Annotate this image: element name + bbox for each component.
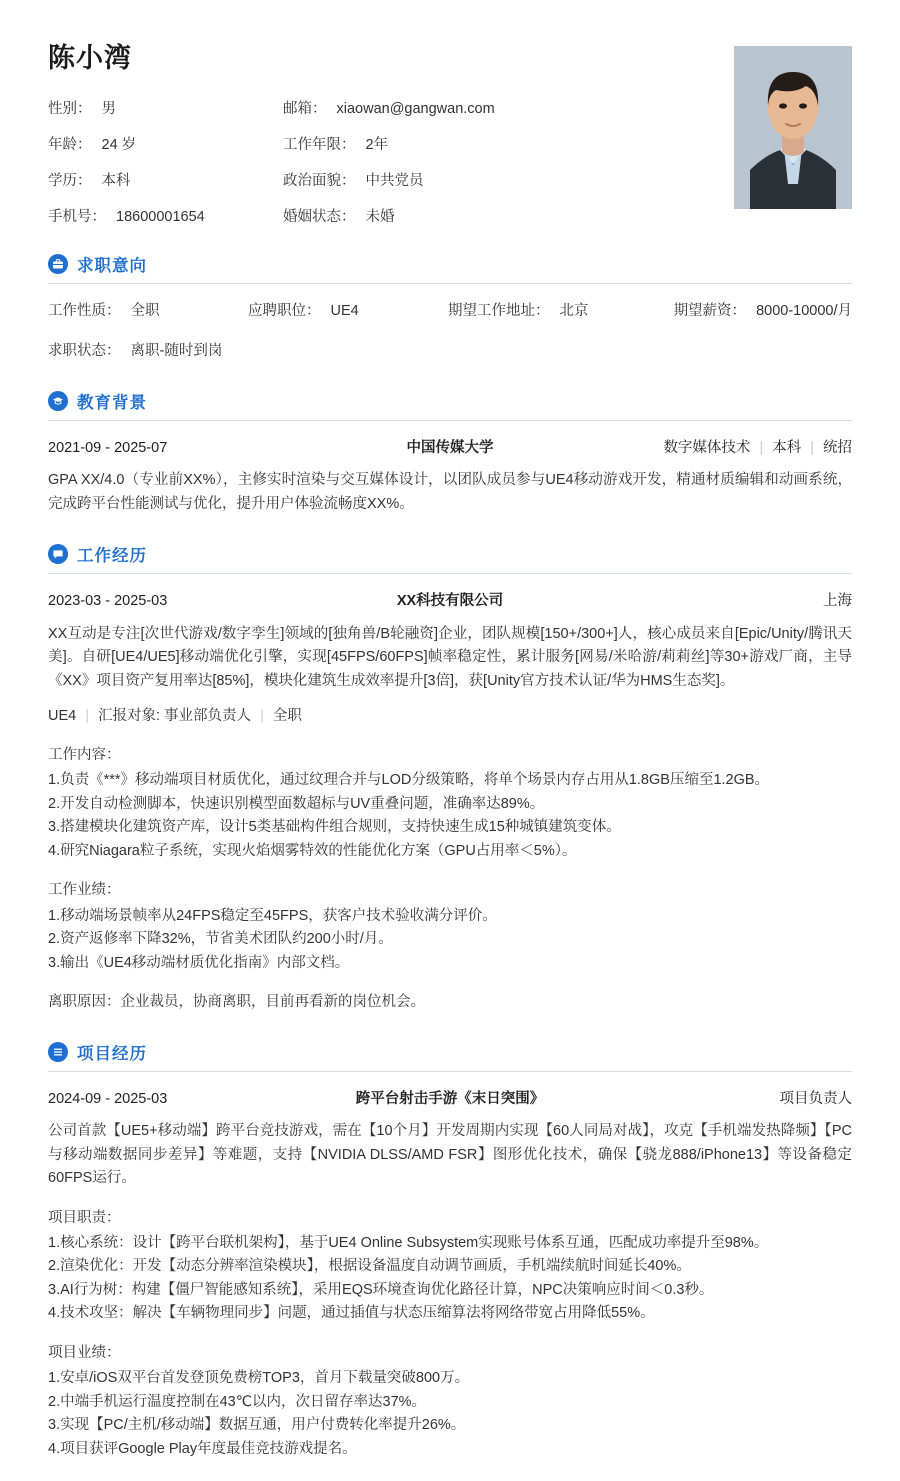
info-label: 婚姻状态： (283, 209, 356, 225)
work-content-item: 1.负责《***》移动端项目材质优化，通过纹理合并与LOD分级策略，将单个场景内存占用从1.8GB压缩至1.2GB。 (48, 772, 770, 789)
value: 全职 (130, 303, 160, 319)
info-label: 邮箱： (283, 101, 327, 117)
work-achievement-item: 1.移动端场景帧率从24FPS稳定至45FPS，获客户技术验收满分评价。 (48, 907, 497, 924)
education-major: 数字媒体技术 (663, 439, 751, 456)
work-meta (48, 705, 852, 727)
chat-icon (48, 544, 68, 564)
info-value: xiaowan@gangwan.com (336, 101, 495, 117)
education-date: 2021-09 - 2025-07 (48, 439, 168, 456)
label: 期望工作地址： (448, 303, 550, 319)
label: 求职状态： (48, 343, 121, 360)
work-achievement-item: 2.资产返修率下降32%，节省美术团队约200小时/月。 (48, 931, 393, 948)
info-value: 未婚 (365, 209, 395, 225)
section-body (48, 574, 852, 1013)
work-achievement-block (48, 879, 852, 975)
divider: | (759, 439, 764, 456)
briefcase-icon (48, 254, 68, 274)
graduation-icon (48, 391, 68, 411)
intent-location (448, 300, 668, 322)
candidate-name: 陈小湾 (48, 43, 132, 73)
label: 期望薪资： (673, 303, 747, 319)
project-achievement-block (48, 1342, 852, 1461)
section-header (48, 542, 852, 574)
work-achievement-title: 工作业绩： (48, 882, 121, 899)
section-title: 项目经历 (77, 1044, 147, 1063)
info-value: 18600001654 (116, 209, 205, 225)
intent-job-nature (48, 300, 248, 322)
section-body (48, 284, 852, 363)
info-item-education (48, 169, 283, 190)
info-label: 性别： (48, 101, 92, 117)
work-city: 上海 (823, 593, 852, 610)
info-item-gender (48, 97, 283, 118)
intent-status (48, 340, 852, 362)
work-job-type: 全职 (272, 708, 302, 725)
project-role: 项目负责人 (779, 1090, 852, 1107)
project-description: 公司首款【UE5+移动端】跨平台竞技游戏，需在【10个月】开发周期内实现【60人同局对战】，攻克【手机端发热降频】【PC与移动端数据同步差异】等难题，支持【NVIDIA DLSS/AMD FSR】图形优化技术，确保【骁龙888/iPhone13】等设备稳定60FPS运行。 (48, 1123, 852, 1187)
info-label: 手机号： (48, 209, 106, 225)
project-entry-header (48, 1088, 852, 1110)
info-value: 24 岁 (101, 137, 137, 153)
divider: | (85, 708, 89, 725)
section-work-experience (48, 542, 852, 1013)
intention-row-2 (48, 340, 852, 362)
work-leave-reason: 离职原因：企业裁员，协商离职，目前再看新的岗位机会。 (48, 994, 425, 1011)
resume-header (48, 36, 852, 226)
project-duty-title: 项目职责： (48, 1209, 121, 1226)
project-achievement-title: 项目业绩： (48, 1344, 121, 1361)
project-duty-item: 1.核心系统：设计【跨平台联机架构】，基于UE4 Online Subsystem实现账号体系互通，匹配成功率提升至98%。 (48, 1235, 769, 1251)
basic-info-grid (48, 97, 852, 226)
avatar (734, 46, 852, 209)
info-item-age (48, 133, 283, 154)
info-value: 2年 (365, 137, 389, 153)
education-type: 统招 (823, 439, 852, 456)
education-entry-header (48, 437, 852, 459)
project-achievement-item: 2.中端手机运行温度控制在43℃以内，次日留存率达37%。 (48, 1393, 427, 1410)
project-duty-block (48, 1207, 852, 1326)
value: 北京 (559, 303, 589, 319)
section-job-intention (48, 252, 852, 363)
work-content-title: 工作内容： (48, 746, 121, 763)
value: UE4 (330, 303, 359, 319)
info-label: 政治面貌： (283, 173, 356, 189)
divider: | (810, 439, 814, 456)
project-achievement-item: 3.实现【PC/主机/移动端】数据互通，用户付费转化率提升26%。 (48, 1417, 466, 1434)
intent-salary (668, 300, 852, 322)
education-school: 中国传媒大学 (406, 439, 494, 456)
work-content-item: 3.搭建模块化建筑资产库，设计5类基础构件组合规则，支持快速生成15种城镇建筑变体。 (48, 819, 621, 836)
info-label: 年龄： (48, 137, 92, 153)
project-achievement-item: 4.项目获评Google Play年度最佳竞技游戏提名。 (48, 1440, 357, 1457)
work-achievement-item: 3.输出《UE4移动端材质优化指南》内部文档。 (48, 954, 350, 971)
divider: | (260, 708, 264, 725)
info-label: 学历： (48, 173, 92, 189)
value: 8000-10000/月 (756, 303, 852, 319)
info-label: 工作年限： (283, 137, 356, 153)
education-meta (652, 437, 852, 459)
work-content-block (48, 744, 852, 863)
section-title: 求职意向 (77, 257, 147, 275)
section-education (48, 389, 852, 516)
section-header (48, 389, 852, 421)
project-duty-item: 4.技术攻坚：解决【车辆物理同步】问题，通过插值与状态压缩算法将网络带宽占用降低55%。 (48, 1305, 655, 1322)
work-report-to: 汇报对象: 事业部负责人 (98, 708, 252, 725)
project-duty-item: 2.渲染优化：开发【动态分辨率渲染模块】，根据设备温度自动调节画质，手机端续航时间延长40%。 (48, 1258, 691, 1275)
section-body (48, 421, 852, 516)
label: 工作性质： (48, 303, 121, 319)
value: 离职-随时到岗 (130, 343, 223, 360)
section-header (48, 1040, 852, 1072)
work-content-item: 4.研究Niagara粒子系统，实现火焰烟雾特效的性能优化方案（GPU占用率＜5%）。 (48, 842, 577, 859)
work-content-item: 2.开发自动检测脚本，快速识别模型面数超标与UV重叠问题，准确率达89%。 (48, 795, 545, 812)
intention-row-1 (48, 300, 852, 322)
info-value: 本科 (101, 173, 131, 189)
project-duty-item: 3.AI行为树：构建【僵尸智能感知系统】，采用EQS环境查询优化路径计算，NPC决策响应时间＜0.3秒。 (48, 1281, 714, 1298)
section-body (48, 1072, 852, 1462)
info-value: 男 (101, 101, 116, 117)
work-entry-header (48, 590, 852, 612)
info-value: 中共党员 (365, 173, 424, 189)
education-description: GPA XX/4.0（专业前XX%），主修实时渲染与交互媒体设计，以团队成员参与UE4移动游戏开发，精通材质编辑和动画系统，完成跨平台性能测试与优化，提升用户体验流畅度XX%。 (48, 472, 852, 512)
label: 应聘职位： (248, 303, 321, 319)
work-date: 2023-03 - 2025-03 (48, 593, 168, 610)
section-title: 工作经历 (77, 547, 147, 566)
work-company-description: XX互动是专注[次世代游戏/数字孪生]领域的[独角兽/B轮融资]企业，团队规模[150+/300+]人，核心成员来自[Epic/Unity/腾讯天美]。自研[UE4/UE5]移动端优化引擎，实现[45FPS/60FPS]帧率稳定性，累计服务[网易/米哈游/莉莉丝]等30+游戏厂商，主导《XX》项目资产复用率达[85%]，模块化建筑生成效率提升[3倍]，获[Unity官方技术认证/华为HMS生态奖]。 (48, 625, 852, 689)
info-item-phone (48, 205, 283, 226)
work-position: UE4 (48, 708, 77, 725)
project-date: 2024-09 - 2025-03 (48, 1090, 168, 1107)
project-name: 跨平台射击手游《末日突围》 (355, 1090, 545, 1107)
section-project-experience (48, 1040, 852, 1462)
work-company: XX科技有限公司 (396, 593, 504, 610)
project-achievement-item: 1.安卓/iOS双平台首发登顶免费榜TOP3，首月下载量突破800万。 (48, 1370, 470, 1387)
section-title: 教育背景 (77, 393, 147, 412)
list-icon (48, 1042, 68, 1062)
education-degree: 本科 (772, 439, 802, 456)
intent-position (248, 300, 448, 322)
section-header (48, 252, 852, 284)
